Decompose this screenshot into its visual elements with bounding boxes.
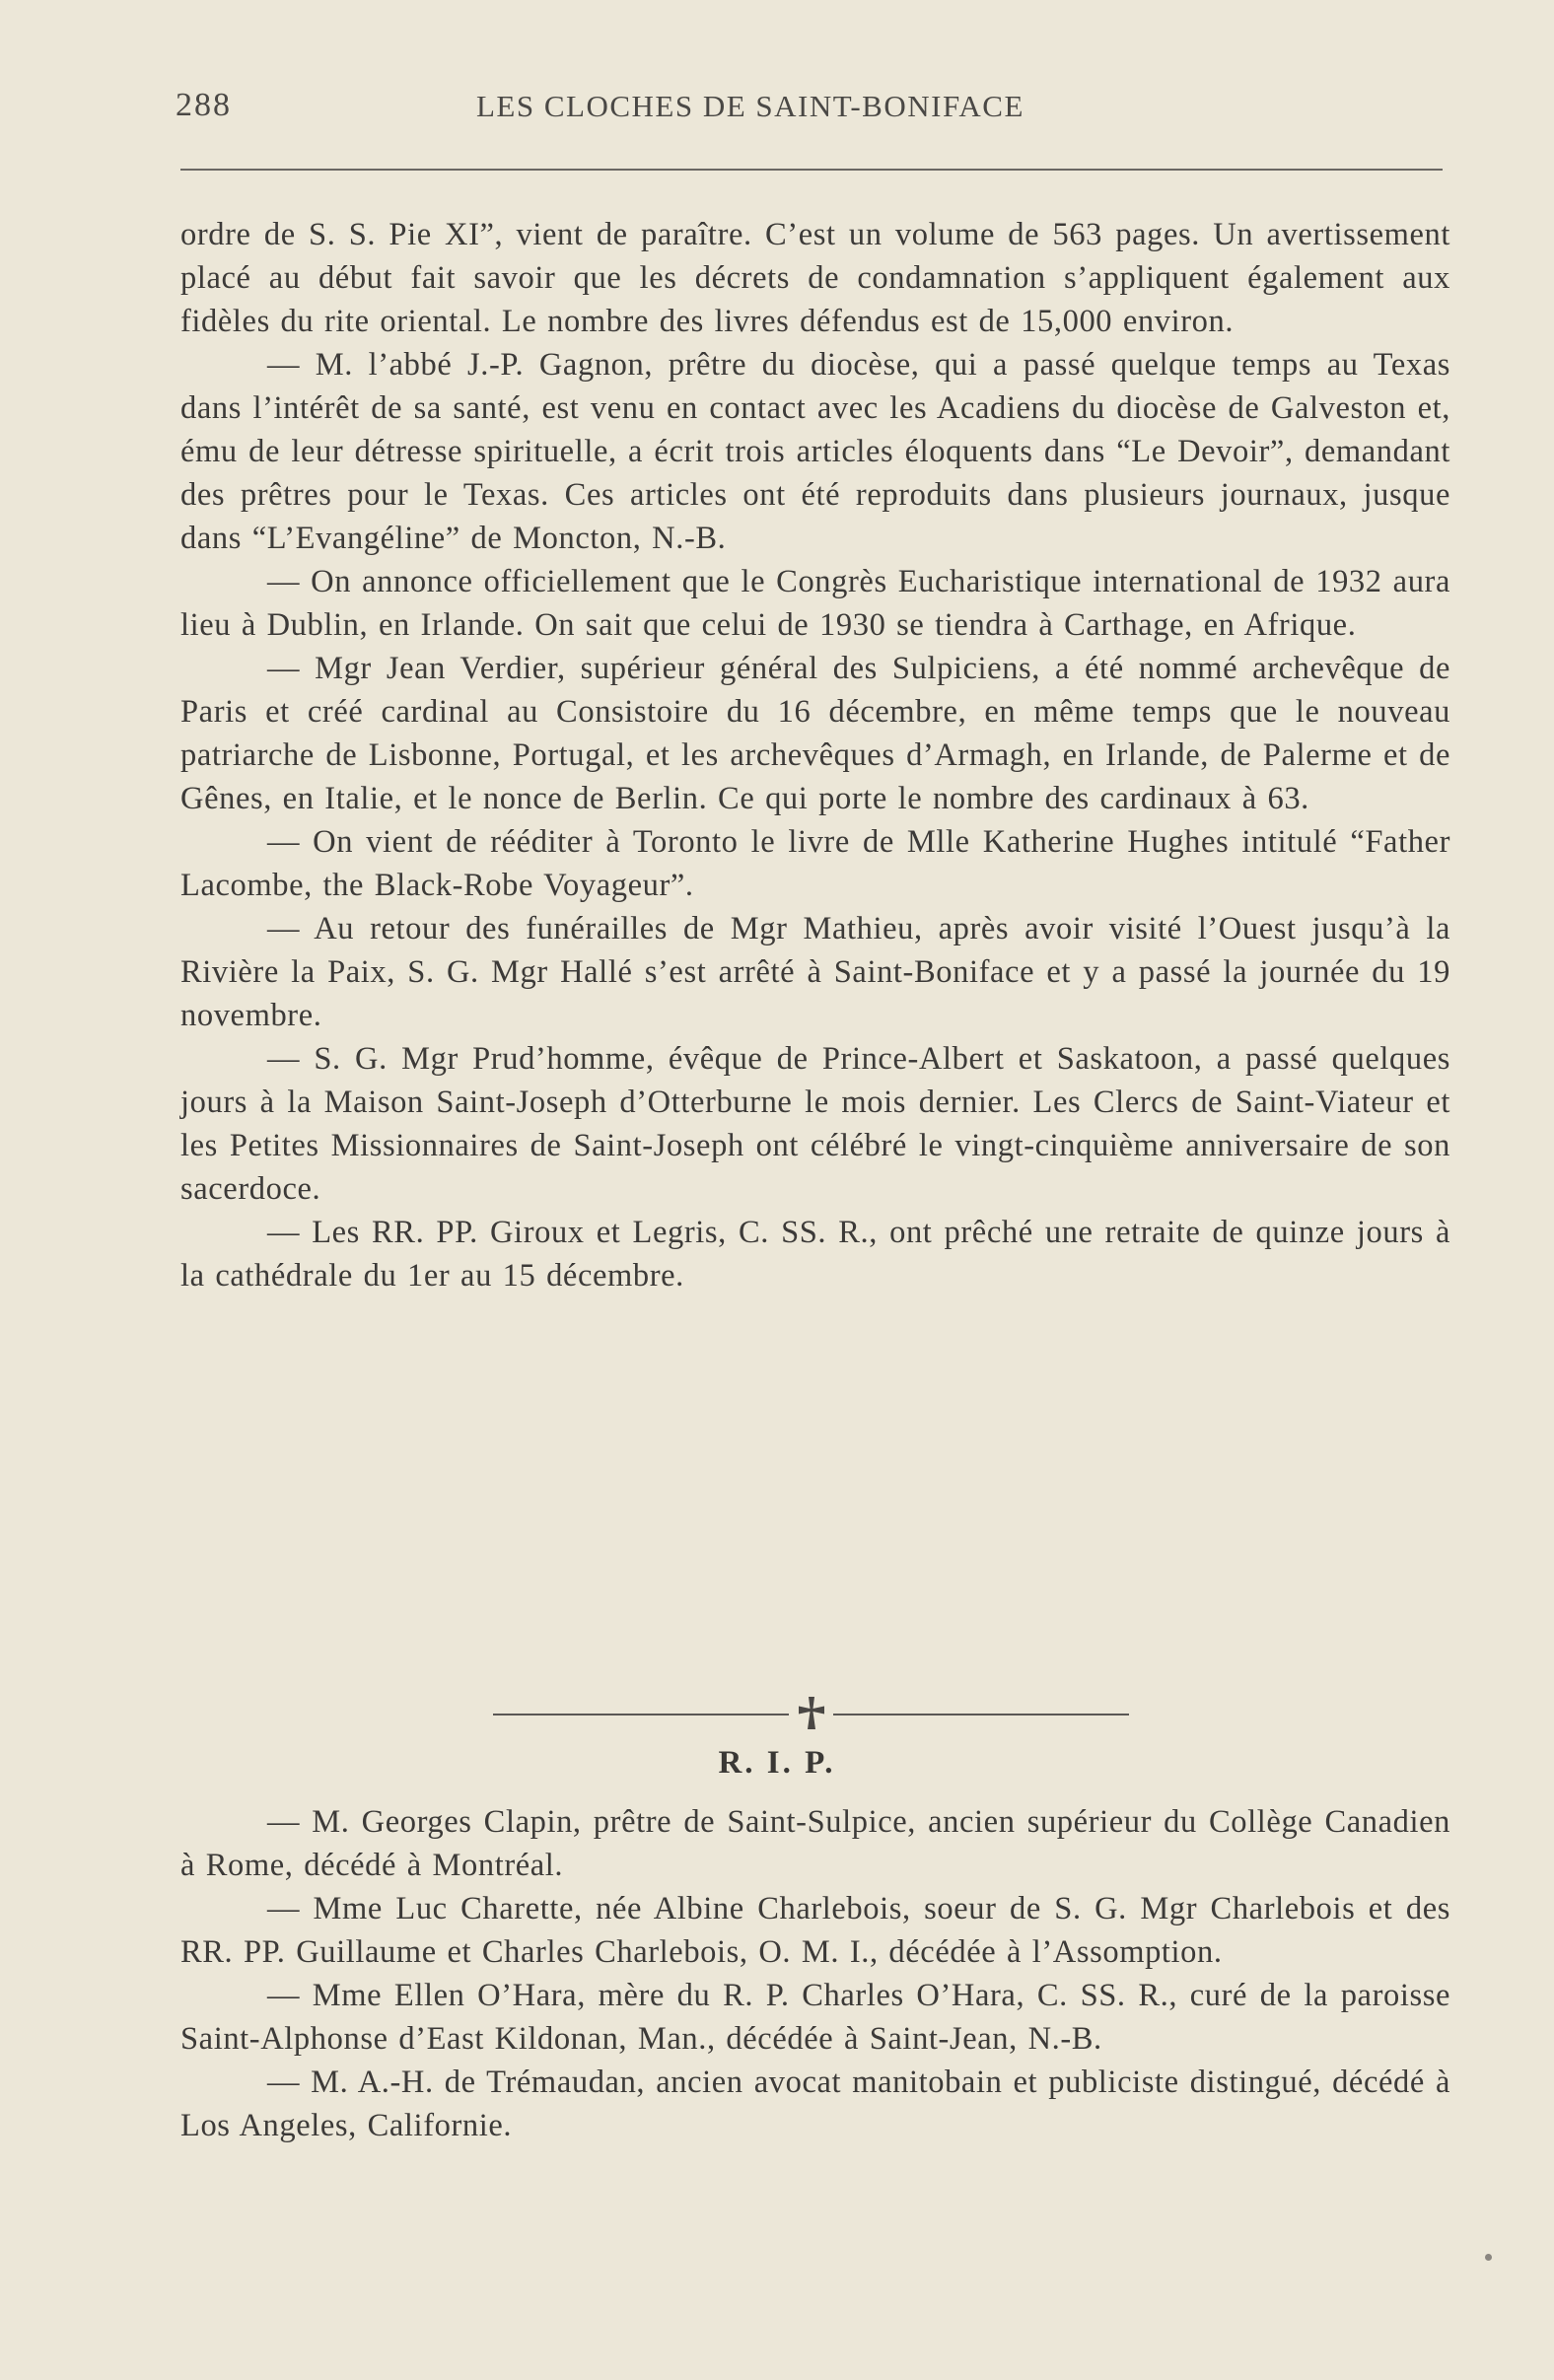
obituary-entry: — Mme Ellen O’Hara, mère du R. P. Charles O’Hara, C. SS. R., curé de la paroisse Saint-Alphonse d’East Kildonan, Man., décédée à Saint-Jean, N.-B. bbox=[180, 1978, 1450, 2057]
obituary-entry: — Mme Luc Charette, née Albine Charlebois, soeur de S. G. Mgr Charlebois et des RR. PP. Guillaume et Charles Charlebois, O. M. I., décédée à l’Assomption. bbox=[180, 1891, 1450, 1970]
paragraph-halle: — Au retour des funérailles de Mgr Mathieu, après avoir visité l’Ouest jusqu’à la Rivière la Paix, S. G. Mgr Hallé s’est arrêté à Saint-Boniface et y a passé la journée du 19 novembre. bbox=[180, 911, 1450, 1033]
paragraph-eucharistic-congress: — On annonce officiellement que le Congrès Eucharistique international de 1932 aura lieu à Dublin, en Irlande. On sait que celui de 1930 se tiendra à Carthage, en Afrique. bbox=[180, 564, 1450, 643]
paragraph-verdier: — Mgr Jean Verdier, supérieur général des Sulpiciens, a été nommé archevêque de Paris et créé cardinal au Consistoire du 16 décembre, en même temps que le nouveau patriarche de Lisbonne, Portugal, et les archevêques d’Armagh, en Irlande, de Palerme et de Gênes, en Italie, et le nonce de Berlin. Ce qui porte le nombre des cardinaux à 63. bbox=[180, 651, 1450, 816]
section-separator bbox=[493, 1694, 1129, 1733]
obituary-entry: — M. Georges Clapin, prêtre de Saint-Sulpice, ancien supérieur du Collège Canadien à Rome, décédé à Montréal. bbox=[180, 1804, 1450, 1883]
cross-pattee-icon bbox=[792, 1694, 831, 1733]
page-header bbox=[176, 87, 1448, 132]
separator-line-right bbox=[833, 1714, 1129, 1715]
paragraph-continuation: ordre de S. S. Pie XI”, vient de paraître. C’est un volume de 563 pages. Un avertissement placé au début fait savoir que les décrets de condamnation s’appliquent également aux fidèles du rite oriental. Le nombre des livres défendus est de 15,000 environ. bbox=[180, 217, 1450, 339]
paragraph-prudhomme: — S. G. Mgr Prud’homme, évêque de Prince-Albert et Saskatoon, a passé quelques jours à la Maison Saint-Joseph d’Otterburne le mois dernier. Les Clercs de Saint-Viateur et les Petites Missionnaires de Saint-Joseph ont célébré le vingt-cinquième anniversaire de son sacerdoce. bbox=[180, 1041, 1450, 1207]
obituary-list bbox=[180, 1800, 1450, 2147]
ink-speck bbox=[1485, 2254, 1492, 2261]
paragraph-gagnon: — M. l’abbé J.-P. Gagnon, prêtre du diocèse, qui a passé quelque temps au Texas dans l’intérêt de sa santé, est venu en contact avec les Acadiens du diocèse de Galveston et, ému de leur détresse spirituelle, a écrit trois articles éloquents dans “Le Devoir”, demandant des prêtres pour le Texas. Ces articles ont été reproduits dans plusieurs journaux, jusque dans “L’Evangéline” de Moncton, N.-B. bbox=[180, 347, 1450, 556]
page-number: 288 bbox=[176, 87, 232, 123]
news-column bbox=[180, 213, 1450, 1297]
rip-heading: R. I. P. bbox=[718, 1745, 836, 1781]
paragraph-retreat: — Les RR. PP. Giroux et Legris, C. SS. R., ont prêché une retraite de quinze jours à la cathédrale du 1er au 15 décembre. bbox=[180, 1215, 1450, 1294]
separator-line-left bbox=[493, 1714, 789, 1715]
paragraph-lacombe-book: — On vient de rééditer à Toronto le livre de Mlle Katherine Hughes intitulé “Father Lacombe, the Black-Robe Voyageur”. bbox=[180, 824, 1450, 903]
obituary-entry: — M. A.-H. de Trémaudan, ancien avocat manitobain et publiciste distingué, décédé à Los Angeles, Californie. bbox=[180, 2065, 1450, 2143]
header-rule bbox=[180, 169, 1443, 171]
running-title: LES CLOCHES DE SAINT-BONIFACE bbox=[476, 89, 1024, 123]
